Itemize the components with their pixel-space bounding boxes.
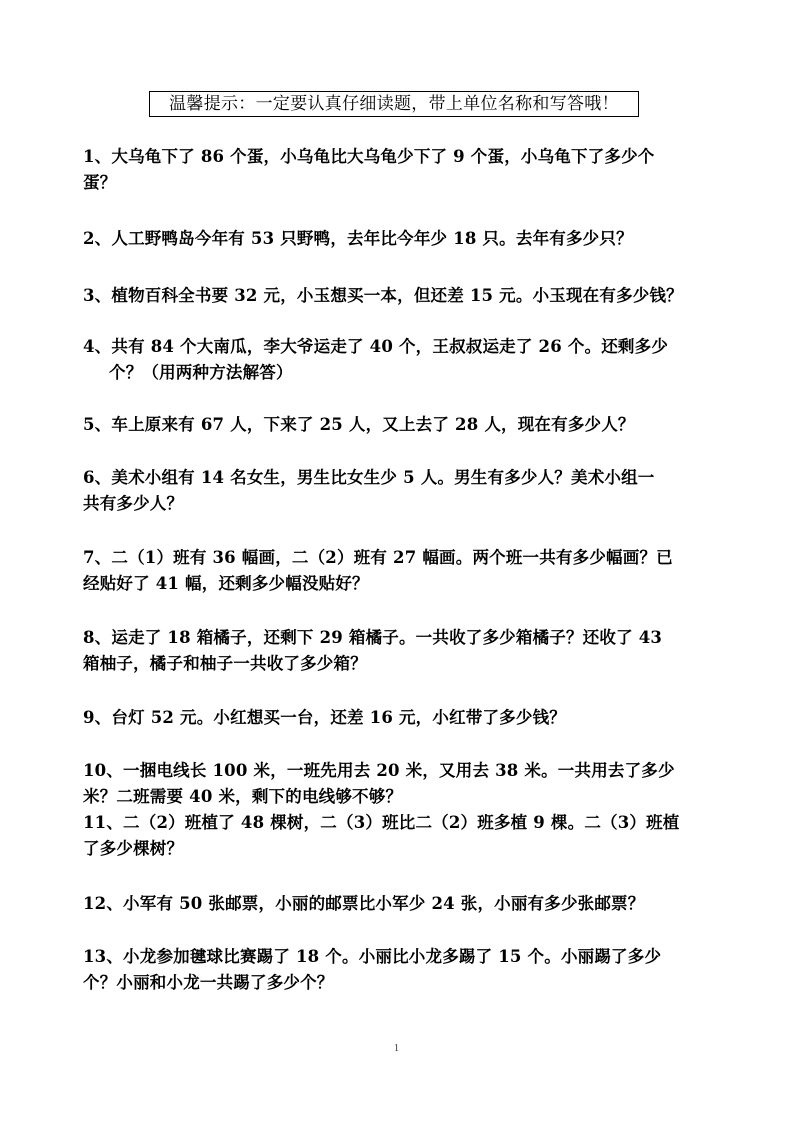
question-line: 10、一捆电线长 100 米，一班先用去 20 米，又用去 38 米。一共用去了多少 [83,761,675,780]
question-line: 8、运走了 18 箱橘子，还剩下 29 箱橘子。一共收了多少箱橘子？还收了 43 [83,628,663,647]
question-line: 2、人工野鸭岛今年有 53 只野鸭，去年比今年少 18 只。去年有多少只？ [83,229,633,248]
question-10 [83,758,713,810]
question-line: 12、小军有 50 张邮票，小丽的邮票比小军少 24 张，小丽有多少张邮票？ [83,894,645,913]
notice-box: 温馨提示：一定要认真仔细读题，带上单位名称和写答哦！ [149,91,639,117]
question-line: 9、台灯 52 元。小红想买一台，还差 16 元，小红带了多少钱？ [83,708,566,727]
question-line: 经贴好了 41 幅，还剩多少幅没贴好？ [83,574,369,593]
question-3 [83,283,713,309]
question-line: 4、共有 84 个大南瓜，李大爷运走了 40 个，王叔叔运走了 26 个。还剩多少 [83,337,669,356]
question-line: 共有多少人？ [83,494,184,513]
question-line: 6、美术小组有 14 名女生，男生比女生少 5 人。男生有多少人？美术小组一 [83,468,655,487]
question-line: 11、二（2）班植了 48 棵树，二（3）班比二（2）班多植 9 棵。二（3）班植 [83,813,680,832]
question-12 [83,891,713,917]
question-line: 了多少棵树？ [83,839,184,858]
page-number: 1 [394,1043,399,1054]
question-line: 个？小丽和小龙一共踢了多少个？ [83,973,334,992]
question-line: 13、小龙参加毽球比赛踢了 18 个。小丽比小龙多踢了 15 个。小丽踢了多少 [83,947,662,966]
question-11 [83,810,713,862]
question-line: 7、二（1）班有 36 幅画，二（2）班有 27 幅画。两个班一共有多少幅画？已 [83,548,673,567]
question-line: 蛋？ [83,173,117,192]
question-2 [83,226,713,252]
question-13 [83,944,713,996]
question-line: 5、车上原来有 67 人，下来了 25 人，又上去了 28 人，现在有多少人？ [83,415,635,434]
question-line: 个？（用两种方法解答） [109,363,293,382]
question-8 [83,625,713,677]
question-6 [83,465,713,517]
question-5 [83,412,713,438]
question-line: 1、大乌龟下了 86 个蛋，小乌龟比大乌龟少下了 9 个蛋，小乌龟下了多少个 [83,147,655,166]
question-9 [83,705,713,731]
question-4 [83,334,713,386]
question-7 [83,545,713,597]
question-line: 米？二班需要 40 米，剩下的电线够不够？ [83,787,403,806]
question-line: 3、植物百科全书要 32 元，小玉想买一本，但还差 15 元。小玉现在有多少钱？ [83,286,683,305]
question-1 [83,144,713,196]
question-line: 箱柚子，橘子和柚子一共收了多少箱？ [83,654,367,673]
